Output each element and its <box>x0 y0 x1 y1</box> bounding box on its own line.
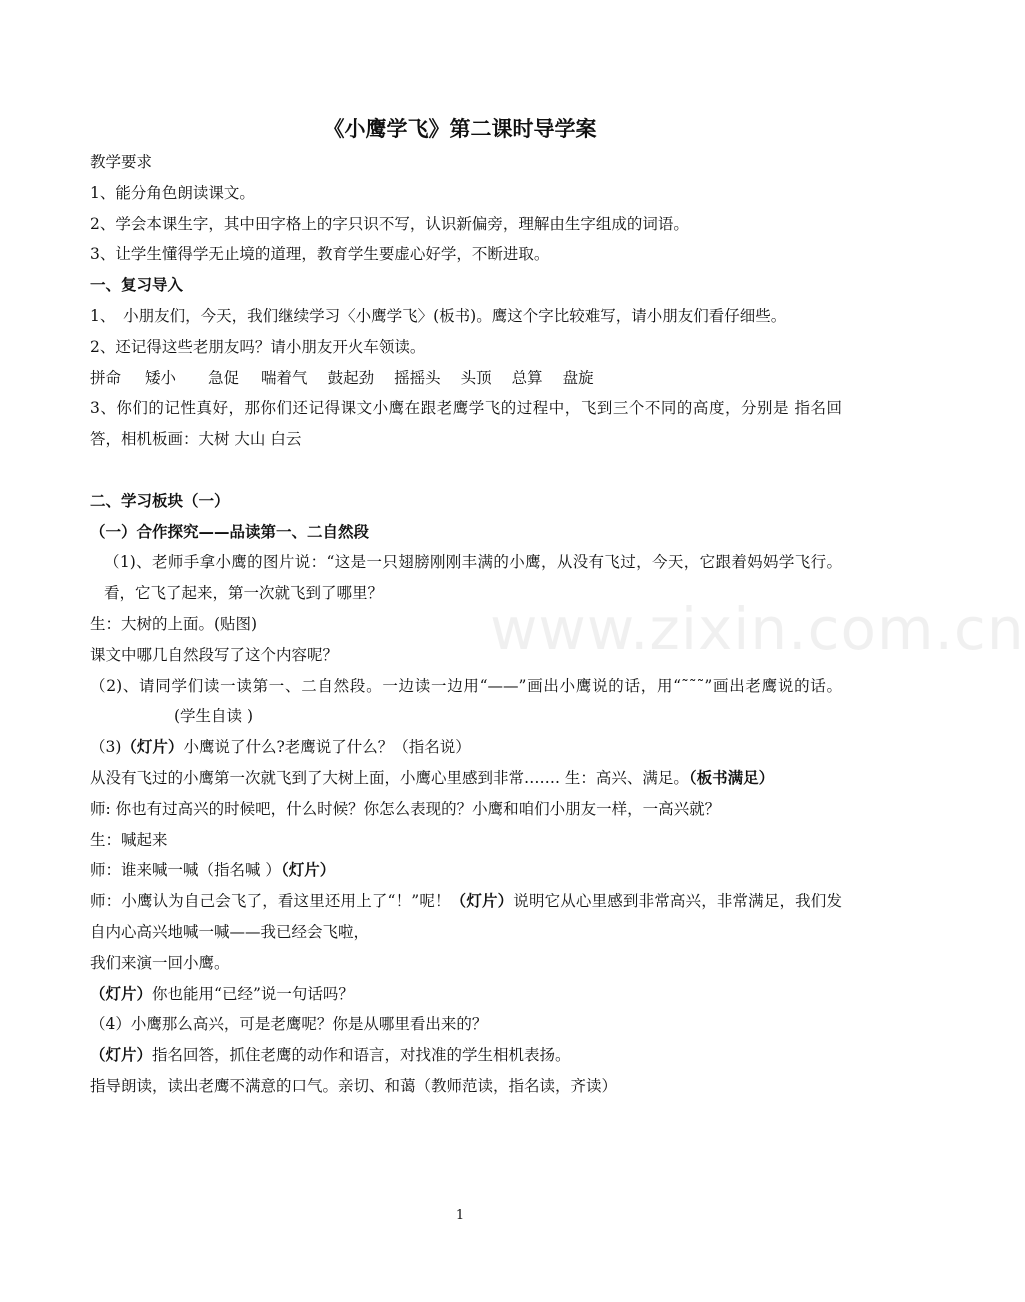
lesson-paragraph <box>90 979 842 1010</box>
slide-marker: （灯片） <box>90 983 153 1003</box>
requirement-item: 1、能分角色朗读课文。 <box>90 183 255 202</box>
vocabulary-list <box>90 363 842 394</box>
vocabulary-word: 头顶 <box>460 368 492 387</box>
slide-marker: （灯片） <box>280 860 336 880</box>
document-body <box>90 147 842 1102</box>
vocabulary-word: 总算 <box>511 368 543 387</box>
lesson-text: 小鹰说了什么?老鹰说了什么？（指名说） <box>183 738 471 757</box>
vocabulary-word: 盘旋 <box>562 368 594 387</box>
lesson-text: 你也能用“已经”说一句话吗？ <box>152 984 354 1003</box>
section-heading-review: 一、复习导入 <box>90 276 184 295</box>
requirement-item: 2、学会本课生字，其中田字格上的字只识不写，认识新偏旁，理解由生字组成的词语。 <box>90 214 689 233</box>
lesson-paragraph: 生：喊起来 <box>90 830 168 849</box>
vocabulary-word: 摇摇头 <box>394 368 441 387</box>
lesson-text: 从没有飞过的小鹰第一次就飞到了大树上面，小鹰心里感到非常……. 生：高兴、满足。 <box>90 768 689 787</box>
lesson-text: （3) <box>90 738 122 757</box>
lesson-paragraph: 课文中哪几自然段写了这个内容呢？ <box>90 645 339 664</box>
lesson-paragraph: 我们来演一回小鹰。 <box>90 953 230 972</box>
lesson-text: 师：小鹰认为自己会飞了，看这里还用上了“！”呢！ <box>90 892 451 911</box>
lesson-paragraph <box>90 671 842 733</box>
lesson-text: （2)、请同学们读一读第一、二自然段。一边读一边用“——”画出小鹰说的话，用“˜˜˜”画出老鹰说的话。 <box>90 676 842 695</box>
lesson-paragraph <box>90 763 842 794</box>
lesson-text: 指名回答，抓住老鹰的动作和语言，对找准的学生相机表扬。 <box>152 1046 571 1065</box>
lesson-paragraph <box>90 886 842 948</box>
section-heading-study: 二、学习板块（一） <box>90 491 230 510</box>
vocabulary-word: 矮小 <box>145 368 177 387</box>
lesson-paragraph <box>90 855 842 886</box>
vocabulary-word: 喘着气 <box>261 368 308 387</box>
vocabulary-word: 鼓起劲 <box>327 368 375 387</box>
review-paragraph: 2、还记得这些老朋友吗？请小朋友开火车领读。 <box>90 337 426 356</box>
slide-marker: （灯片） <box>450 891 514 911</box>
review-paragraph: 3、你们的记性真好，那你们还记得课文小鹰在跟老鹰学飞的过程中，飞到三个不同的高度，分别是 指名回答，相机板画：大树 大山 白云 <box>90 399 842 449</box>
lesson-paragraph: 生：大树的上面。(贴图) <box>90 614 258 633</box>
board-note: （板书满足） <box>688 767 775 787</box>
vocabulary-word: 急促 <box>208 368 240 387</box>
lesson-paragraph: 师: 你也有过高兴的时候吧，什么时候？你怎么表现的？小鹰和咱们小朋友一样，一高兴就？ <box>90 799 721 818</box>
blank-line <box>90 455 842 486</box>
subsection-heading: （一）合作探究——品读第一、二自然段 <box>90 522 370 541</box>
lesson-paragraph: 指导朗读，读出老鹰不满意的口气。亲切、和蔼（教师范读，指名读，齐读） <box>90 1076 618 1095</box>
lesson-paragraph: （1)、老师手拿小鹰的图片说：“这是一只翅膀刚刚丰满的小鹰，从没有飞过，今天，它跟着妈妈学飞行。看，它飞了起来，第一次就飞到了哪里？ <box>104 553 842 603</box>
lesson-text: 师：谁来喊一喊（指名喊 ） <box>90 861 281 880</box>
slide-marker: （灯片） <box>121 737 184 757</box>
lesson-text: 说明它从心里感到非常高兴，非常满足，我们发自内心高兴地喊一喊——我已经会飞啦， <box>90 892 842 941</box>
requirement-item: 3、让学生懂得学无止境的道理，教育学生要虚心好学，不断进取。 <box>90 245 550 264</box>
vocabulary-word: 拼命 <box>90 368 122 387</box>
page-title: 《小鹰学飞》第二课时导学案 <box>323 117 597 141</box>
slide-marker: （灯片） <box>90 1045 153 1065</box>
lesson-paragraph <box>90 732 842 763</box>
lesson-text: (学生自读 ) <box>174 707 254 726</box>
lesson-paragraph: （4）小鹰那么高兴，可是老鹰呢？你是从哪里看出来的？ <box>90 1015 488 1034</box>
page-number: 1 <box>455 1208 465 1223</box>
lesson-paragraph <box>90 1040 842 1071</box>
review-paragraph: 1、 小朋友们，今天，我们继续学习〈小鹰学飞〉(板书)。鹰这个字比较难写，请小朋友们看仔细些。 <box>90 306 787 325</box>
requirements-heading: 教学要求 <box>90 153 153 171</box>
watermark: www.zixin.com.cn <box>490 595 1025 663</box>
